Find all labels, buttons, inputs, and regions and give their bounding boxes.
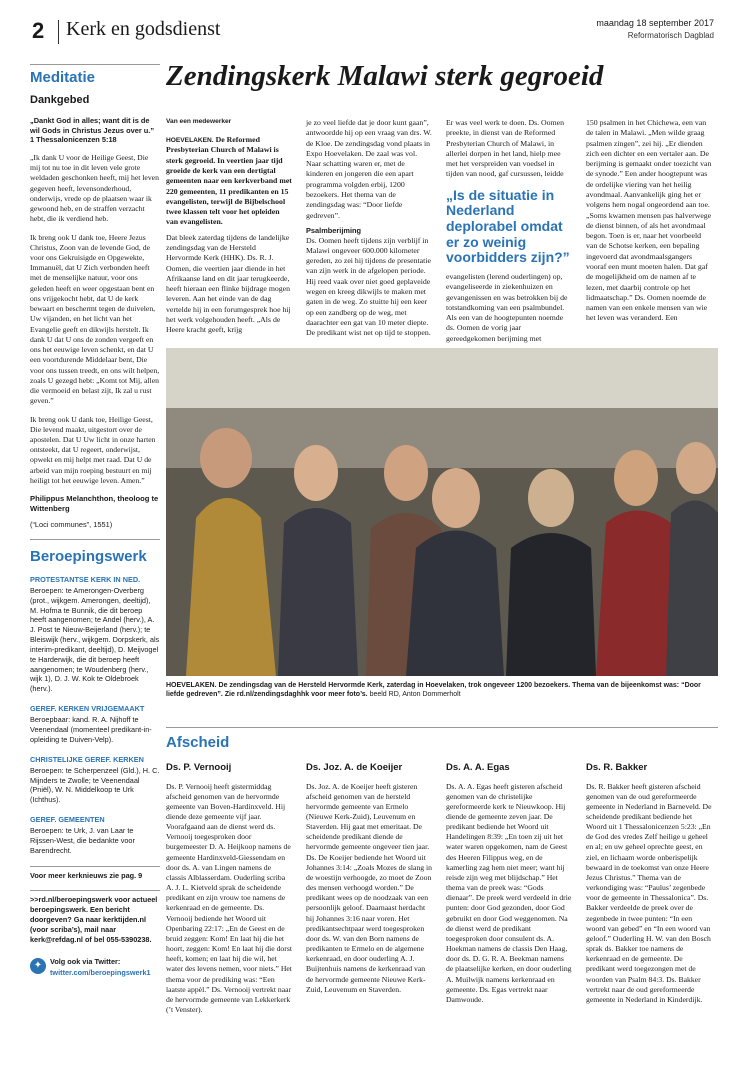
masthead-divider	[58, 20, 59, 44]
article-dateline: HOEVELAKEN.	[166, 136, 214, 144]
article-column-1	[166, 118, 292, 335]
afscheid-item	[166, 762, 292, 1015]
afscheid-text: Ds. P. Vernooij heeft gistermiddag afscheid genomen van de hervormde gemeente van Boven-Hardinxveld. Hij diende deze gemeente vijf jaar. Voorafgaand aan de dienst werd ds. Vernooij toegesproken door burgemeester D. A. Heijkoop namens de gemeente Hardinxveld-Giessendam en door ds. A. van Lingen namens de classis Alblasserdam. Ouderling scriba A. J. L. Kietveld sprak de scheidende predikant en zijn vrouw toe namens de kerkenraad en de gemeente. Ds. Vernooij bediende het Woord uit Openbaring 22:17: „En de Geest en de bruid zeggen: Kom! En laat hij die het hoort, zeggen: Kom! En laat hij die dorst heeft, komen; en laat hij die wil, het water des levens nemen, voor niets.” Het thema voor de prediking was: “Een laatste appèl.” Ds. Vernooij vertrekt naar de hervormde gemeente van Lekkerkerk (’t Venster).	[166, 781, 292, 1014]
beroep-section-text: Beroepen: te Amerongen-Overberg (prot., wijkgem. Amerongen, deeltijd), M. Hofma te Bunnik, die dit beroep heeft aangenomen; te Andel (herv.), A. J. Post te Nieuw-Beijerland (herv.); te Bleiswijk (herv., wijkgem. Dorpskerk, als interim-predikant, deeltijd), D. Meijvogel te Harderwijk, die dit beroep heeft aangenomen; te Woudenberg (herv., wijk 1), D. J. W. Kok te Oldebroek (herv.).	[30, 585, 160, 694]
beroep-section-text: Beroepbaar: kand. R. A. Nijhoff te Veenendaal (momenteel predikant-in-opleiding te Duiven-Velp).	[30, 715, 152, 744]
beroep-section-title: GEREF. GEMEENTEN	[30, 815, 105, 825]
afscheid-item	[446, 762, 572, 1005]
article-byline: Van een medewerker	[166, 118, 232, 125]
afscheid-item	[586, 762, 712, 1005]
sidebar-divider	[30, 890, 160, 891]
article-text: Ds. Oomen heeft tijdens zijn verblijf in Malawi ongeveer 600.000 kilometer gereden, zo zei hij tijdens de presentatie van zijn werk in de afgelopen periode. Hij reed vaak over niet goed geplaveide wegen en kreeg dikwijls te maken met gaten in de weg. Zo stuitte hij een keer op een zandberg op de weg, met daarachter een gat van 10 meter diepte. De predikant wist net op tijd te stoppen.	[306, 235, 431, 338]
article-lead: De Reformed Presbyterian Church of Malawi is sterk gegroeid. In veertien jaar tijd groeide de kerk van een dertigtal gemeenten naar een kerkverband met 220 gemeenten, 11 predikanten en 15 evangelisten, terwijl de Bijbelschool twee klassen telt voor het opleiden van evangelisten.	[166, 134, 292, 227]
beroepingswerk-heading: Beroepingswerk	[30, 547, 147, 565]
meditatie-citation: (“Loci communes”, 1551)	[30, 519, 113, 529]
afscheid-text: Ds. R. Bakker heeft gisteren afscheid genomen van de oud gereformeerde gemeente in Nederland in Barneveld. De scheidende predikant bediende het Woord uit 1 Thessalonicenzen 5:23: „En de God des vredes Zelf heilige u geheel en al; en uw geheel oprechte geest, en ziel, en lichaam worde onberispelijk bewaard in de toekomst van onze Heere Jezus Christus.” Thema van de verkondiging was: “Paulus’ zegenbede voor de gemeente in Thessalonica”. Ds. Bakker verdeelde de preek over de zegenbede in twee punten: “In een woord van gebed” en “In een woord van geloof.” Ouderling H. W. van den Bosch sprak ds. Bakker toe namens de kerkenraad en de gemeente. De predikant werd toegezongen met de woorden van Psalm 84:3. Ds. Bakker vertrekt naar de oud gereformeerde gemeente in Nederland in Kinderdijk.	[586, 781, 712, 1004]
article-text: Er was veel werk te doen. Ds. Oomen preekte, in dienst van de Reformed Presbyterian Church of Malawi, in allerlei dorpen in het land, hielp mee met het verspreiden van voedsel in tijden van nood, gaf cursussen, leidde	[446, 118, 565, 179]
afscheid-text: Ds. Joz. A. de Koeijer heeft gisteren afscheid genomen van de hersteld hervormde gemeente van Ermelo (Nieuwe Kerk-Zuid), Leuvenum en Staverden. Hij gaat met emeritaat. De scheidende predikant diende de hervormde gemeente ongeveer tien jaar. Ds. De Koeijer bediende het Woord uit Johannes 3:14: „Zoals Mozes de slang in de woestijn verhoogde, zo moet de Zoon des mensen verhoogd worden.” De predikant wees op de noodzaak van een persoonlijk geloof. Daarnaast herdacht hij Johannes 3:16 naar voren. Het predikantsechtpaar werd toegesproken door ds. W. van den Born namens de predikanten te Ermelo en de algemene kerkenraad, en door ouderling A. J. Buijtenhuis namens de kerkenraad van de hervormde gemeente Nieuwe Kerk-Zuid, Leuvenum en Staverden.	[306, 781, 432, 994]
caption-credit: beeld RD, Anton Dommerholt	[369, 691, 461, 699]
meditatie-signature: Philippus Melanchthon, theoloog te Wittenberg	[30, 494, 159, 513]
twitter-handle-link[interactable]: twitter.com/beroepingswerk1	[50, 968, 151, 978]
afscheid-name: Ds. R. Bakker	[586, 762, 648, 773]
meditatie-quote: „Dankt God in alles; want dit is de wil Gods in Christus Jezus over u.” 1 Thessalonicenzen 5:18	[30, 116, 155, 145]
photo-audience	[166, 348, 718, 676]
article-column-3	[446, 118, 572, 344]
newspaper-name: Reformatorisch Dagblad	[627, 31, 714, 40]
article-headline: Zendingskerk Malawi sterk gegroeid	[166, 60, 604, 92]
article-column-2	[306, 118, 432, 338]
meditatie-heading: Meditatie	[30, 64, 160, 86]
twitter-block	[30, 955, 160, 979]
caption-dateline: HOEVELAKEN.	[166, 682, 217, 689]
meditatie-prayer-3: Ik breng ook U dank toe, Heilige Geest, Die levend maakt, uitgestort over de apostelen. Dat U Uw licht in onze harten ontsteekt, dat U regeert, onderwijst, opwekt en mij helpt met raad. Dat U de arbeid van mijn roeping bestuurt en mij heiligt tot het eeuwige leven. Amen.”	[30, 414, 156, 485]
afscheid-name: Ds. A. A. Egas	[446, 762, 510, 773]
twitter-label: Volg ook via Twitter:	[50, 956, 121, 966]
meditatie-prayer-1: „Ik dank U voor de Heilige Geest, Die mij tot nu toe in dit leven vele grote weldaden geschonken heeft, mij het leven gegeven heeft, levensonderhoud, onderwijs, vrede op de plaatsen waar ik gewoond heb, en de straffen verzacht hebt, die ik verdiend heb.	[30, 152, 159, 224]
beroep-section-text: Beroepen: te Scherpenzeel (Gld.), H. C. Mijnders te Zwolle; te Veenendaal (Pniël), W. N. Middelkoop te Urk (Ichthus).	[30, 765, 160, 805]
afscheid-item	[306, 762, 432, 995]
caption-text: De zendingsdag van de Hersteld Hervormde Kerk, zaterdag in Hoevelaken, trok ongeveer 1200 bezoekers. Thema van de bijeenkomst was: “Door liefde gedreven”. Zie rd.nl/zendingsdaghhk voor meer foto’s.	[166, 682, 701, 699]
sidebar-divider	[30, 866, 160, 867]
article-text: Dat bleek zaterdag tijdens de landelijke zendingsdag van de Hersteld Hervormde Kerk (HHK). Ds. R. J. Oomen, die veertien jaar diende in het Afrikaanse land en dit jaar terugkeerde, heeft hieraan een flinke bijdrage mogen leveren. Aan het einde van de dag vertelde hij in een forumgesprek hoe hij het werk volgehouden heeft. „Als de Heere kracht geeft, krijg	[166, 232, 291, 335]
article-crosshead: Psalmberijming	[306, 225, 362, 235]
more-news-link[interactable]: Voor meer kerknieuws zie pag. 9	[30, 870, 143, 880]
afscheid-name: Ds. Joz. A. de Koeijer	[306, 762, 403, 773]
sidebar-divider	[30, 539, 160, 540]
masthead	[24, 12, 714, 52]
meditatie-subheading: Dankgebed	[30, 94, 90, 106]
afscheid-name: Ds. P. Vernooij	[166, 762, 232, 773]
article-column-4	[586, 118, 712, 324]
beroep-section-title: CHRISTELIJKE GEREF. KERKEN	[30, 754, 144, 764]
issue-date: maandag 18 september 2017	[596, 18, 714, 28]
beroep-section-title: GEREF. KERKEN VRIJGEMAAKT	[30, 704, 145, 714]
article-text: je zo veel liefde dat je door kunt gaan”, antwoordde hij op een vraag van drs. W. de Kloe. De zendingsdag vond plaats in Expo Hoevelaken. De zaal was vol. Naar schatting waren er, met de kinderen en jongeren die een apart programma volgden erbij, 1200 bezoekers. Het thema van de zendingsdag was: “Door liefde gedreven”.	[306, 118, 432, 220]
audience-illustration	[166, 348, 718, 676]
page-number: 2	[32, 18, 45, 43]
afscheid-text: Ds. A. A. Egas heeft gisteren afscheid genomen van de christelijke gereformeerde kerk te Nieuwkoop. Hij diende de gemeente zeven jaar. De predikant bediende het Woord uit Handelingen 8:39: „En toen zij uit het water waren opgekomen, nam de Geest des Heeren Filippus weg, en de kamerling zag hem niet meer; want hij reisde zijn weg met blijdschap.” Het thema van de preek was: “Gods dienaar”. De preek werd verdeeld in drie punten: door God gezonden, door God gebruikt en door God weggenomen. Na de dienst werd de predikant toegesproken door consulent ds. A. Hoekman namens de classis Den Haag, door ds. D. G. R. A. Beekman namens de plaatselijke kerken, en door ouderling A. Muilwijk namens kerkenraad en gemeente. Ds. Egas vertrekt naar Damwoude.	[446, 781, 572, 1004]
article-pullquote: „Is de situatie in Nederland deplorabel omdat er zo weinig voorbidders zijn?”	[446, 186, 570, 266]
section-title: Kerk en godsdienst	[66, 18, 221, 40]
afscheid-heading: Afscheid	[166, 727, 718, 751]
meditatie-prayer-2: Ik breng ook U dank toe, Heere Jezus Christus, Zoon van de levende God, de voor ons Gekruisigde en Opgewekte, Immanuël, dat U Zich verbonden heeft met de menselijke natuur, voor ons geleden heeft en weer opgestaan bent en ons vrijgekocht hebt, dat U de kerk bewaart en beschermt tegen de duivelen, Uw vijanden, en het licht van het Evangelie geeft en dikwijls herstelt. Ik dank U dat U ons de zonden vergeeft en ons het eeuwige leven schenkt, en dat U een voortdurende Middelaar bent, Die voor ons tussen treedt, en ons wilt helpen, zoals U gezegd hebt: „Komt tot Mij, allen die vermoeid en belast zijt, Ik zal u rust geven.”	[30, 232, 160, 406]
article-text: evangelisten (lerend ouderlingen) op, evangeliseerde in ziekenhuizen en gevangenissen en was betrokken bij de totstandkoming van een psalmbundel. Als een van de hoogtepunten noemde ds. Oomen de vorig jaar gereedgekomen berijming met	[446, 272, 568, 343]
twitter-bird-icon: ✦	[30, 958, 46, 974]
beroep-section-text: Beroepen: te Urk, J. van Laar te Rijssen-West, die bedankte voor Barendrecht.	[30, 826, 135, 855]
beroep-section-title: PROTESTANTSE KERK IN NED.	[30, 574, 141, 584]
article-text: 150 psalmen in het Chichewa, een van de talen in Malawi. „Men wilde graag psalmen zingen”, zei hij. „Er dienden zich een dichter en een vertaler aan. De berijming is gemaakt onder toezicht van de synode.” Een ander hoogtepunt was de ordelijke viering van het heilig avondmaal. Aanvankelijk ging het er volgens hem nogal ongeordend aan toe. „Soms kwamen mensen pas halverwege de dienst binnen, of als het avondmaal begon. Toen is er, naar het voorbeeld van de Schotse kerken, een bepaling ingevoerd dat avondmaalsgangers vooraf een munt moeten halen. Dat gaf de mogelijkheid om de namen af te lezen, met daarbij controle op het lidmaatschap.” Ds. Oomen noemde de namen van een enkele mensen van wie het leven was veranderd. Een	[586, 118, 712, 323]
sidebar	[30, 64, 160, 1054]
beroepingswerk-footer: >>rd.nl/beroepingswerk voor actueel beroepingswerk. Een bericht doorgeven? Ga naar kerktijden.nl (voor scriba’s), mail naar kerk@refdag.nl of bel 055-5390238.	[30, 895, 158, 944]
photo-caption	[166, 681, 718, 700]
